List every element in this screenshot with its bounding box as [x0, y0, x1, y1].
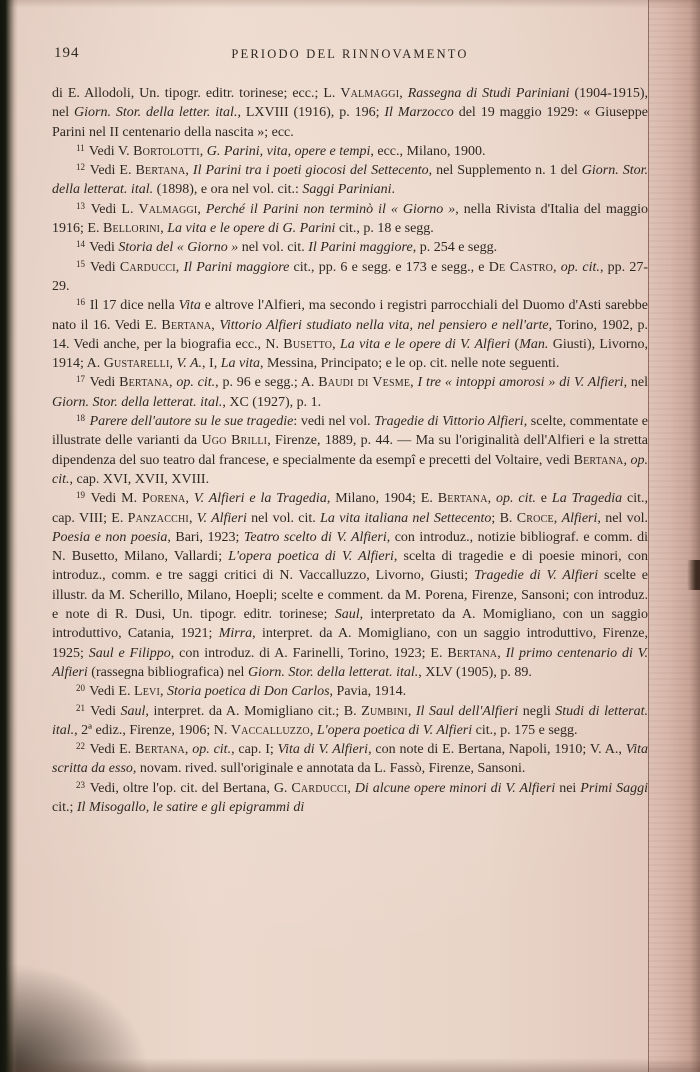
text-run: (1898), e ora nel vol. cit.:: [153, 182, 303, 198]
footnote-paragraph-13: [52, 200, 648, 239]
author-name: Bertana: [119, 375, 169, 391]
work-title: Storia poetica di Don Carlos: [166, 684, 330, 700]
work-title: Il Parini tra i poeti giocosi del Settecento: [192, 163, 429, 179]
text-run: ,: [211, 317, 220, 333]
text-run: , con introduz., notizie bibliograf. e comm. di N. Busetto, Milano, Vallardi;: [52, 529, 648, 565]
text-run: e altrove l'Alfieri, ma secondo i registri parrocchiali del Duomo d'Asti sarebbe nato il 16. Vedi E.: [52, 298, 649, 333]
footnote-paragraph-18: [52, 412, 648, 489]
footnote-number: 14: [76, 239, 85, 250]
work-title: Giorn. Stor. della letter. ital.: [74, 105, 238, 121]
text-run: , Messina, Principato; e le op. cit. nelle note seguenti.: [259, 356, 560, 372]
work-title: Tragedie di Vittorio Alfieri: [374, 414, 524, 430]
text-run: ,: [309, 722, 317, 738]
text-run: nei: [555, 780, 581, 796]
text-run: , 2ª ediz., Firenze, 1906; N.: [74, 722, 231, 738]
footnote-number: 11: [76, 142, 85, 153]
text-run: ,: [407, 703, 416, 719]
author-name: Bertana: [437, 491, 488, 507]
author-name: De Castro: [488, 259, 554, 275]
text-run: ,: [188, 510, 197, 526]
footnote-paragraph-14: [52, 238, 648, 257]
text-run: cit., cap. VIII; E.: [52, 491, 649, 526]
author-name: Bortolotti: [133, 143, 200, 159]
footnote-number: 13: [76, 200, 85, 211]
footnote-number: 18: [76, 413, 85, 424]
text-run: , cap. XVI, XVII, XVIII.: [69, 471, 210, 487]
text-run: , scelte, commentate e illustrate delle varianti da: [52, 414, 648, 449]
work-title: Il Parini maggiore: [308, 240, 413, 256]
footnote-paragraph-16: [52, 296, 648, 373]
binding-edge: [0, 0, 18, 1072]
work-title: op. cit.: [560, 259, 600, 275]
running-title: PERIODO DEL RINNOVAMENTO: [231, 47, 469, 61]
page-edge: [648, 0, 700, 1072]
work-title: La vita e le opere di G. Parini: [167, 221, 336, 237]
author-name: Bertana: [447, 645, 498, 661]
work-title: L'opera poetica di V. Alfieri: [316, 722, 473, 738]
footnote-number: 23: [76, 779, 85, 790]
footnote-number: 16: [76, 297, 85, 308]
text-run: , Torino, 1902, p. 14. Vedi anche, per la biografia ecc., N.: [52, 317, 649, 352]
text-run: ,: [399, 86, 408, 101]
work-title: Giorn. Stor. della letterat. ital.: [52, 163, 649, 198]
work-title: Saggi Pariniani: [302, 182, 392, 198]
page-bottom-shadow: [0, 1058, 700, 1072]
page-top-shadow: [0, 0, 700, 8]
author-name: Bertana: [161, 317, 212, 333]
author-name: Carducci: [291, 780, 348, 796]
text-run: Vedi E.: [86, 742, 135, 758]
text-run: negli: [518, 703, 556, 719]
text-run: Vedi, oltre l'op. cit. del Bertana, G.: [86, 780, 292, 796]
work-title: op. cit.: [496, 491, 536, 507]
work-title: Giorn. Stor. della letterat. ital.: [52, 394, 223, 410]
work-title: Saul: [334, 607, 360, 623]
text-run: , nel vol.: [597, 510, 649, 526]
work-title: Tragedie di V. Alfieri: [474, 568, 599, 584]
text-run: , p. 254 e segg.: [412, 240, 498, 256]
work-title: Parere dell'autore su le sue tragedie: [89, 414, 294, 430]
work-title: I tre « intoppi amorosi » di V. Alfieri: [417, 375, 624, 391]
text-run: , nel Supplemento n. 1 del: [428, 163, 582, 179]
text-run: ,: [347, 780, 355, 796]
author-name: Baudi di Vesme: [318, 375, 411, 391]
text-run: Vedi: [86, 240, 119, 256]
text-run: , cap. I;: [231, 742, 278, 758]
text-run: scelte e illustr. da M. Scherillo, Milano, Hoepli; scelte e comment. da M. Porena, Firenze, Sansoni; con introduz. e note di R. Dusi, Un. tipogr. editr. torinese;: [52, 568, 648, 623]
footnote-paragraph-17: [52, 373, 648, 412]
footnote-number: 12: [76, 162, 85, 173]
text-run: ,: [553, 510, 562, 526]
text-run: cit.;: [52, 799, 77, 815]
text-run: , interpret. da A. Momigliano cit.; B.: [145, 703, 362, 719]
footnote-paragraph-20: [52, 682, 648, 701]
work-title: La vita italiana nel Settecento: [320, 510, 492, 526]
text-run: ,: [199, 143, 207, 159]
text-run: ,: [332, 336, 340, 352]
author-name: Valmaggi: [340, 86, 400, 101]
author-name: Levi: [133, 684, 160, 700]
text-run: , Firenze, 1889, p. 44. — Ma su l'originalità dell'Alfieri e la stretta dipendenza del suo teatro dal francese, e specialmente da esempî e precetti del Voltaire, vedi: [52, 433, 648, 468]
text-run: , LXVIII (1916), p. 196;: [237, 105, 385, 121]
corner-shadow: [0, 962, 150, 1072]
work-title: Il Saul dell'Alfieri: [415, 703, 519, 719]
footnote-paragraph-19: [52, 489, 648, 682]
text-run: , ecc., Milano, 1900.: [370, 143, 486, 159]
author-name: Bertana: [135, 742, 185, 758]
text-run: di E. Allodoli, Un. tipogr. editr. torinese; ecc.; L.: [52, 86, 341, 101]
author-name: Panzacchi: [127, 510, 189, 526]
work-title: op. cit.: [176, 375, 216, 391]
text-run: cit., p. 175 e segg.: [472, 722, 578, 738]
footnote-number: 22: [76, 741, 85, 752]
text-run: , Milano, 1904; E.: [326, 491, 438, 507]
continuation-paragraph: [52, 84, 648, 142]
work-title: Saul: [120, 703, 146, 719]
text-run: Vedi: [86, 259, 120, 275]
work-title: Poesia e non poesia: [52, 529, 168, 545]
work-title: La vita: [220, 356, 260, 372]
text-run: Vedi: [86, 703, 121, 719]
work-title: L'opera poetica di V. Alfieri: [228, 549, 394, 565]
author-name: Busetto: [283, 336, 333, 352]
text-run: , nella Rivista d'Italia del maggio 1916; E.: [52, 201, 648, 237]
author-name: Gustarelli: [103, 356, 170, 372]
footnote-paragraph-12: [52, 161, 648, 200]
author-name: Vaccalluzzo: [230, 722, 310, 738]
work-title: Giorn. Stor. della letterat. ital.: [247, 664, 419, 680]
text-run: ,: [410, 375, 418, 391]
text-run: Il 17 dice nella: [86, 298, 179, 314]
text-run: , pp. 27-29.: [52, 259, 648, 294]
author-name: Croce: [516, 510, 554, 526]
work-title: Mirra: [218, 626, 253, 642]
text-run: ,: [175, 259, 184, 275]
work-title: Primi Saggi: [580, 780, 649, 796]
page-number: 194: [54, 45, 80, 61]
work-title: op. cit.: [192, 742, 232, 758]
footnote-number: 15: [76, 258, 85, 269]
text-run: Vedi M.: [86, 491, 143, 507]
text-run: nel vol. cit.: [238, 240, 309, 256]
text-run: , novam. rived. sull'originale e annotata da L. Fassò, Firenze, Sansoni.: [132, 761, 526, 777]
work-title: La vita e le opere di V. Alfieri: [339, 336, 511, 352]
work-title: Studi di letterat. ital.: [52, 703, 649, 738]
text-run: e: [535, 491, 552, 507]
footnote-paragraph-23: [52, 779, 648, 818]
work-title: V. A.: [176, 356, 203, 372]
text-run: ,: [184, 742, 193, 758]
text-run: ,: [623, 452, 631, 468]
text-run: , XLV (1905), p. 89.: [418, 664, 532, 680]
author-name: Bertana: [573, 452, 624, 468]
work-title: op. cit.: [52, 452, 649, 487]
text-run: Vedi L.: [86, 201, 139, 217]
text-run: ,: [185, 163, 193, 179]
page-body: [52, 84, 648, 817]
author-name: Ugo Brilli: [201, 433, 268, 449]
text-run: .: [391, 182, 395, 198]
text-run: , XC (1927), p. 1.: [222, 394, 322, 410]
text-run: , Pavia, 1914.: [329, 684, 407, 700]
text-run: nel vol. cit.: [246, 510, 321, 526]
page-edge-mark: [687, 560, 700, 590]
author-name: Valmaggi: [138, 201, 198, 217]
text-run: Vedi E.: [86, 684, 134, 700]
work-title: Vittorio Alfieri studiato nella vita, nel pensiero e nell'arte: [219, 317, 549, 333]
text-run: ; B.: [491, 510, 517, 526]
author-name: Zumbini: [361, 703, 408, 719]
text-run: , interpret. da A. Momigliano, con un saggio introduttivo, Firenze, 1925;: [52, 626, 648, 661]
page-content: [52, 44, 648, 817]
footnote-number: 20: [76, 683, 85, 694]
text-run: , interpretato da A. Momigliano, con un saggio introduttivo, Catania, 1921;: [52, 607, 648, 642]
work-title: Man.: [519, 336, 549, 352]
work-title: Vita scritta da esso: [52, 742, 648, 777]
footnote-paragraph-15: [52, 258, 648, 297]
text-run: ,: [553, 259, 561, 275]
work-title: Il primo centenario di V. Alfieri: [52, 645, 648, 680]
work-title: Vita: [178, 298, 201, 314]
text-run: (rassegna bibliografica) nel: [87, 664, 248, 680]
work-title: Il Misogallo, le satire e gli epigrammi di: [76, 799, 305, 815]
running-head: [52, 44, 648, 70]
text-run: : vedi nel vol.: [293, 414, 375, 430]
footnote-number: 19: [76, 490, 85, 501]
work-title: Saul e Filippo: [88, 645, 171, 661]
work-title: V. Alfieri e la Tragedia: [193, 491, 327, 507]
text-run: , scelta di tragedie e di poesie minori, con introduz., comm. e tre saggi critici di N. Vaccalluzzo, Livorno, Giusti;: [52, 549, 648, 584]
text-run: ,: [197, 201, 206, 217]
text-run: , nel: [623, 375, 648, 391]
footnote-number: 17: [76, 374, 85, 385]
text-run: ,: [497, 645, 506, 661]
work-title: Il Parini maggiore: [183, 259, 290, 275]
work-title: Vita di V. Alfieri: [277, 742, 369, 758]
text-run: (1904-1915), nel: [52, 86, 648, 121]
text-run: Vedi V.: [85, 143, 134, 159]
text-run: ,: [160, 221, 168, 237]
work-title: Di alcune opere minori di V. Alfieri: [354, 780, 556, 796]
text-run: ,: [487, 491, 497, 507]
work-title: Alfieri: [561, 510, 598, 526]
text-run: , I,: [202, 356, 221, 372]
text-run: (: [510, 336, 520, 352]
author-name: Porena: [142, 491, 186, 507]
work-title: Rassegna di Studi Pariniani: [407, 86, 570, 101]
text-run: cit., pp. 6 e segg. e 173 e segg., e: [289, 259, 489, 275]
text-run: ,: [169, 356, 177, 372]
text-run: , p. 96 e segg.; A.: [215, 375, 319, 391]
footnote-number: 21: [76, 702, 85, 713]
author-name: Bertana: [135, 163, 186, 179]
text-run: Giusti), Livorno, 1914; A.: [52, 336, 649, 372]
author-name: Carducci: [119, 259, 176, 275]
work-title: G. Parini, vita, opere e tempi: [206, 143, 371, 159]
work-title: Perché il Parini non terminò il « Giorno »: [205, 201, 456, 217]
text-run: ,: [159, 684, 167, 700]
work-title: Teatro scelto di V. Alfieri: [243, 529, 387, 545]
text-run: , Bari, 1923;: [167, 529, 244, 545]
work-title: La Tragedia: [551, 491, 623, 507]
text-run: Vedi E.: [86, 163, 136, 179]
work-title: Il Marzocco: [384, 105, 454, 121]
text-run: ,: [168, 375, 177, 391]
footnote-paragraph-21: [52, 702, 648, 741]
work-title: V. Alfieri: [196, 510, 247, 526]
text-run: cit., p. 18 e segg.: [335, 221, 434, 237]
text-run: Vedi: [86, 375, 120, 391]
footnote-paragraph-11: [52, 142, 648, 161]
author-name: Bellorini: [102, 221, 161, 237]
footnote-paragraph-22: [52, 740, 648, 779]
work-title: Storia del « Giorno »: [118, 240, 239, 256]
text-run: del 19 maggio 1929: « Giuseppe Parini nel II centenario della nascita »; ecc.: [52, 105, 649, 140]
text-run: , con introduz. di A. Farinelli, Torino, 1923; E.: [170, 645, 448, 661]
text-run: , con note di E. Bertana, Napoli, 1910; V. A.,: [368, 742, 626, 758]
text-run: ,: [185, 491, 194, 507]
